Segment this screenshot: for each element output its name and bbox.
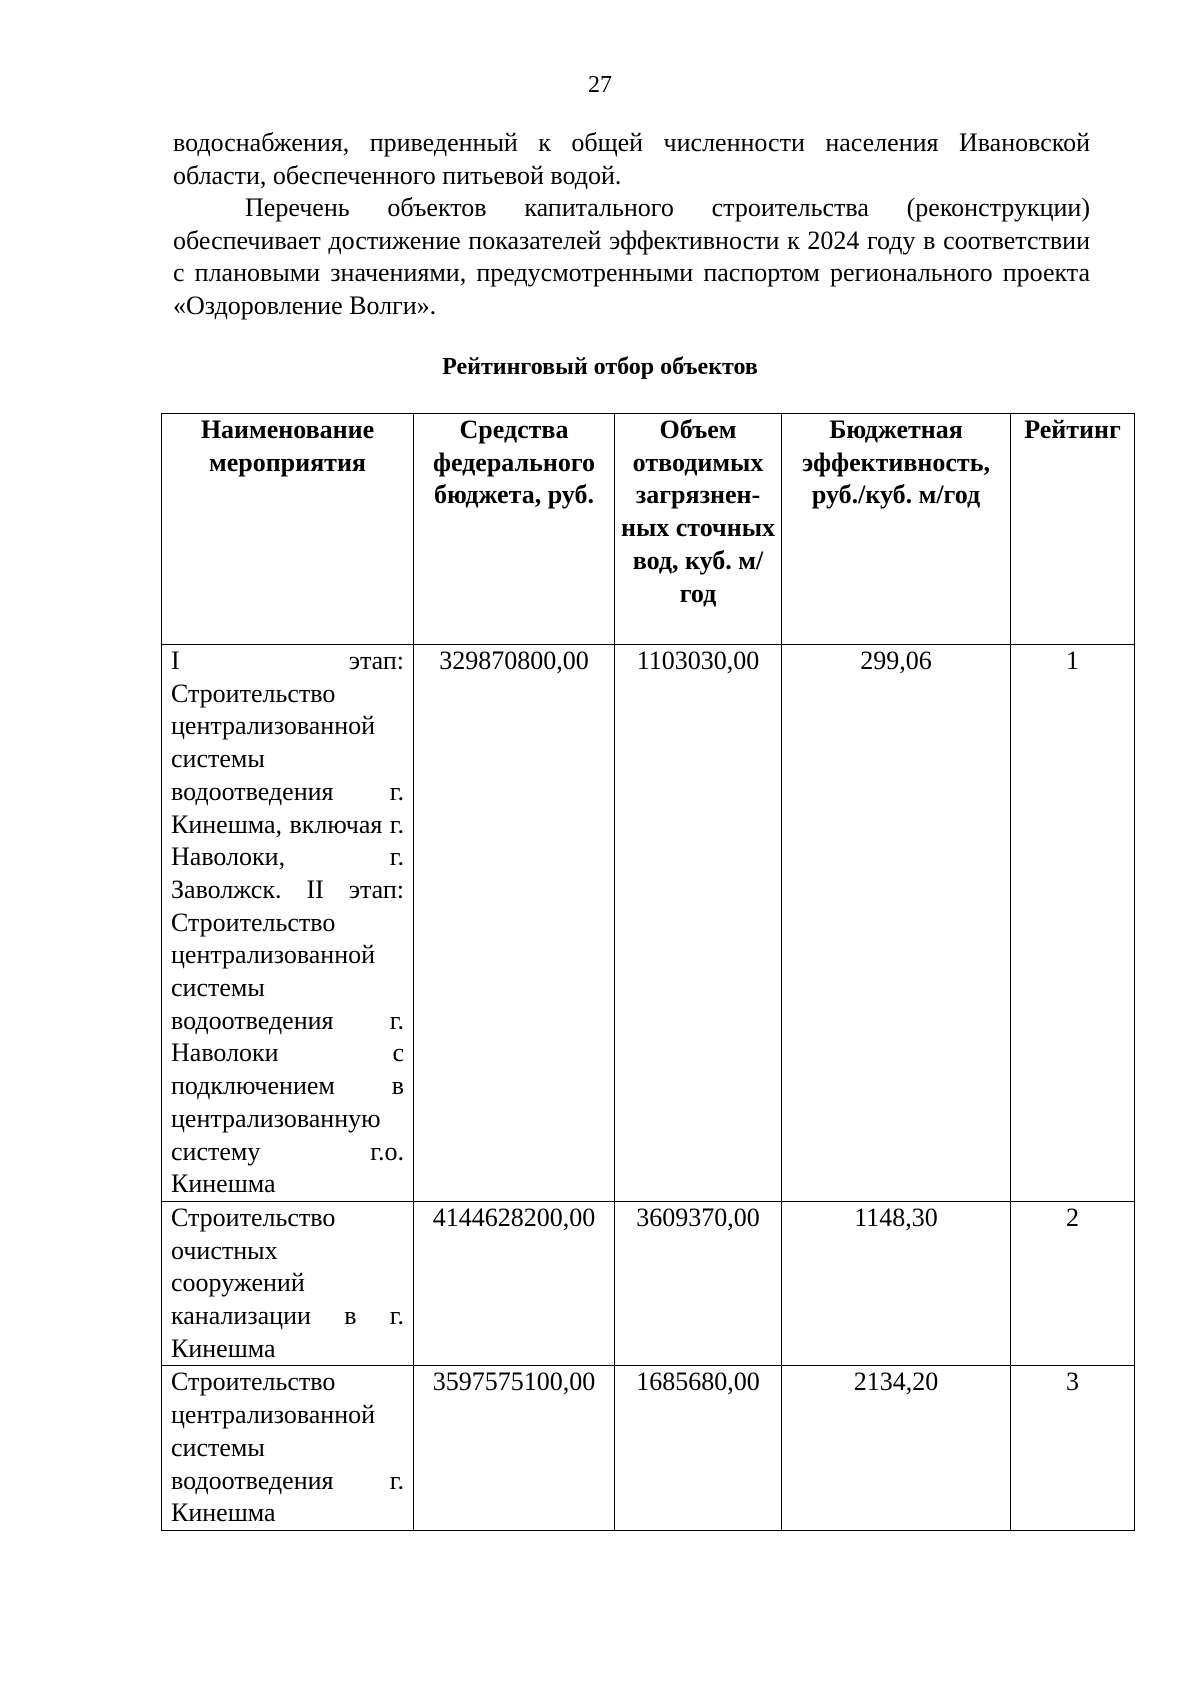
- table-header-row: [162, 414, 1135, 645]
- cell-federal-funds: 3597575100,00: [414, 1366, 615, 1531]
- cell-efficiency: 1148,30: [782, 1201, 1011, 1366]
- body-text: [173, 127, 1090, 322]
- cell-efficiency: 2134,20: [782, 1366, 1011, 1531]
- paragraph-objects-list: Перечень объектов капитального строительства (реконструкции) обеспечивает достижение показателей эффективности к 2024 году в соответствии с плановыми значениями, предусмотренными паспортом регионального проекта «Оздоровление Волги».: [173, 193, 1090, 320]
- header-volume: Объем отводимых загрязнен-ных сточных вод, куб. м/год: [615, 414, 782, 645]
- cell-rating: 2: [1011, 1201, 1135, 1366]
- cell-volume: 3609370,00: [615, 1201, 782, 1366]
- table-row: [162, 1366, 1135, 1531]
- cell-federal-funds: 329870800,00: [414, 645, 615, 1202]
- header-federal-funds: Средства федерального бюджета, руб.: [414, 414, 615, 645]
- cell-federal-funds: 4144628200,00: [414, 1201, 615, 1366]
- table-row: [162, 645, 1135, 1202]
- cell-rating: 1: [1011, 645, 1135, 1202]
- cell-volume: 1685680,00: [615, 1366, 782, 1531]
- cell-rating: 3: [1011, 1366, 1135, 1531]
- cell-efficiency: 299,06: [782, 645, 1011, 1202]
- cell-volume: 1103030,00: [615, 645, 782, 1202]
- cell-name: Строительство централизованной системы водоотведения г. Кинешма: [162, 1366, 414, 1531]
- rating-table: [161, 413, 1135, 1531]
- table-title: Рейтинговый отбор объектов: [442, 354, 758, 380]
- header-rating: Рейтинг: [1011, 414, 1135, 645]
- header-efficiency: Бюджетная эффективность, руб./куб. м/год: [782, 414, 1011, 645]
- cell-name: I этап: Строительство централизованной системы водоотведения г. Кинешма, включая г. Наволоки, г. Заволжск. II этап: Строительство централизованной системы водоотведения г. Наволоки с подключением в централизованную систему г.о. Кинешма: [162, 645, 414, 1202]
- paragraph-continuation: водоснабжения, приведенный к общей численности населения Ивановской области, обеспеченного питьевой водой.: [173, 128, 1090, 190]
- header-name: Наименование мероприятия: [162, 414, 414, 645]
- page-number: 27: [588, 72, 612, 98]
- table-row: [162, 1201, 1135, 1366]
- cell-name: Строительство очистных сооружений канализации в г. Кинешма: [162, 1201, 414, 1366]
